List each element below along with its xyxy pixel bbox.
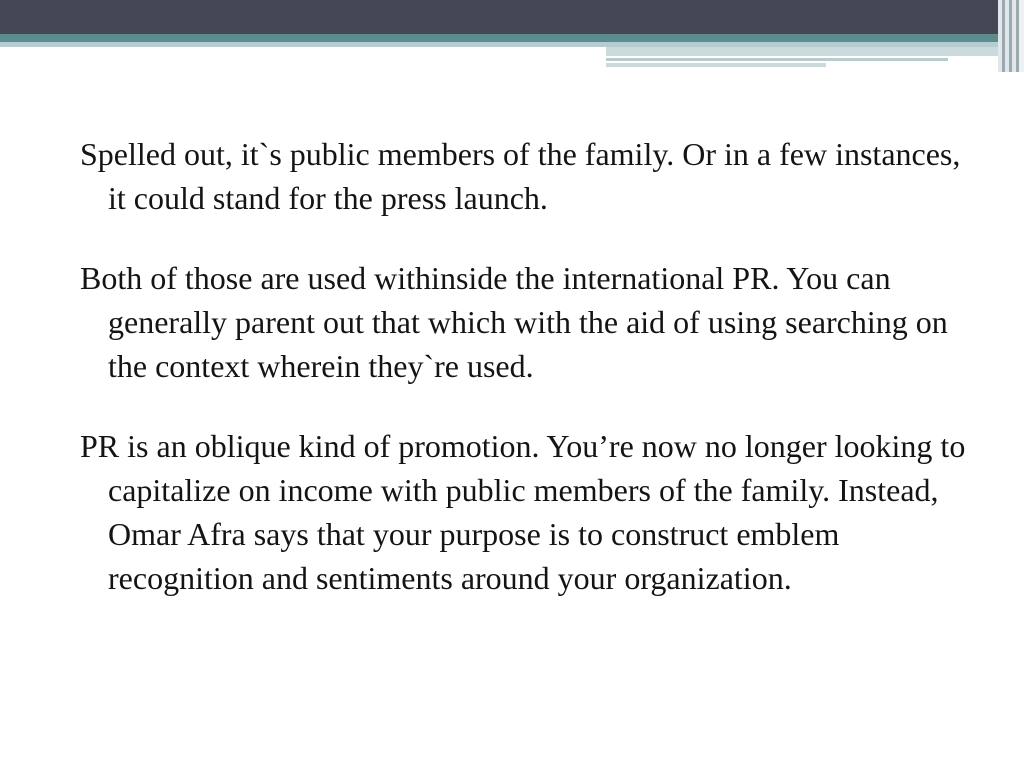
corner-stripes [998, 0, 1024, 72]
header-accent-line [606, 58, 948, 61]
header-band-teal [0, 34, 1024, 42]
paragraph-definition: Spelled out, it`s public members of the family. Or in a few instances, it could stand for the press launch. [80, 136, 961, 216]
paragraph-promotion: PR is an oblique kind of promotion. You’re now no longer looking to capitalize on income with public members of the family. Instead, Omar Afra says that your purpose is to construct emblem recognition and sentiments around your organization. [80, 428, 966, 596]
header-accent-line-short [606, 63, 826, 67]
paragraph-usage: Both of those are used withinside the international PR. You can generally parent out that which with the aid of using searching on the context wherein they`re used. [80, 260, 948, 384]
header-accent-bar [606, 47, 1024, 56]
header-band-dark [0, 0, 1024, 34]
slide-body [80, 132, 980, 636]
